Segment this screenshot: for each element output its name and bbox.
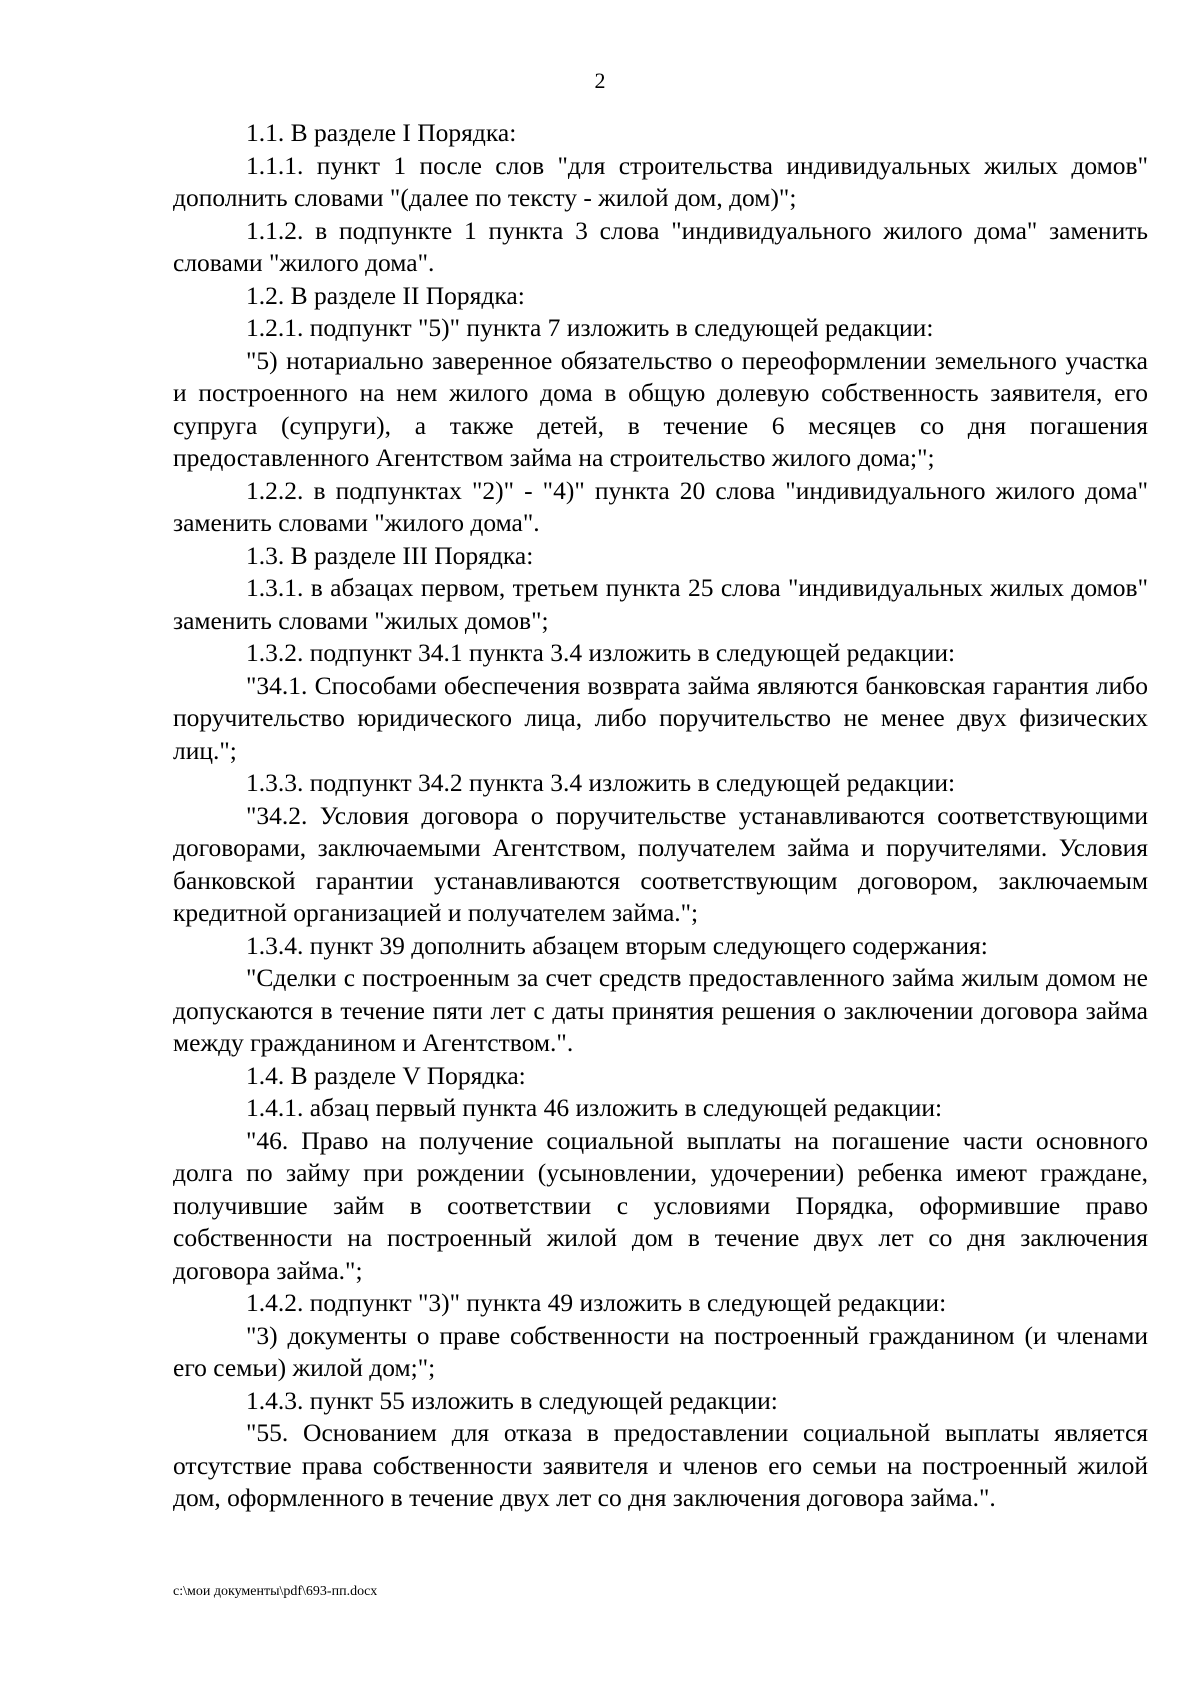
paragraph-1-4-1: 1.4.1. абзац первый пункта 46 изложить в следующей редакции: [246,1093,943,1122]
paragraph-1-3-4: 1.3.4. пункт 39 дополнить абзацем вторым следующего содержания: [246,930,988,960]
quote-46: "46. Право на получение социальной выплаты на погашение части основного долга по займу при рождении (усыновлении, удочерении) ребенка имеют граждане, получившие займ в соответствии с условиями Порядка, оформившие право собственности на построенный жилой дом в течение двух лет со дня заключения договора займа."; [173,1125,1148,1285]
page-number: 2 [594,68,606,93]
paragraph-1-4-3: 1.4.3. пункт 55 изложить в следующей редакции: [246,1385,778,1415]
paragraph-1-3-2: 1.3.2. подпункт 34.1 пункта 3.4 изложить в следующей редакции: [246,638,956,667]
paragraph-1-2-1: 1.2.1. подпункт "5)" пункта 7 изложить в следующей редакции: [246,313,934,342]
quote-34-2: "34.2. Условия договора о поручительстве устанавливаются соответствующими договорами, заключаемыми Агентством, получателем займа и поручителями. Условия банковской гарантии устанавливаются соответствующим договором, заключаемым кредитной организацией и получателем займа."; [173,800,1148,927]
paragraph-1-2: 1.2. В разделе II Порядка: [246,280,525,310]
paragraph-1-3-1: 1.3.1. в абзацах первом, третьем пункта 25 слова "индивидуальных жилых домов" заменить словами "жилых домов"; [173,573,1148,635]
footer-file-path: c:\мои документы\pdf\693-пп.docx [173,1584,378,1599]
paragraph-1-1-2: 1.1.2. в подпункте 1 пункта 3 слова "индивидуального жилого дома" заменить словами "жилого дома". [173,215,1148,277]
quote-point-39: "Сделки с построенным за счет средств предоставленного займа жилым домом не допускаются в течение пяти лет с даты принятия решения о заключении договора займа между гражданином и Агентством.". [173,963,1148,1057]
paragraph-1-3: 1.3. В разделе III Порядка: [246,540,534,570]
quote-55: "55. Основанием для отказа в предоставлении социальной выплаты является отсутствие права собственности заявителя и членов его семьи на построенный жилой дом, оформленного в течение двух лет со дня заключения договора займа.". [173,1418,1148,1512]
quote-subpoint-5: "5) нотариально заверенное обязательство о переоформлении земельного участка и построенного на нем жилого дома в общую долевую собственность заявителя, его супруга (супруги), а также детей, в течение 6 месяцев со дня погашения предоставленного Агентством займа на строительство жилого дома;"; [173,345,1148,472]
paragraph-1-1: 1.1. В разделе I Порядка: [246,118,517,147]
quote-subpoint-3: "3) документы о праве собственности на построенный гражданином (и членами его семьи) жилой дом;"; [173,1320,1148,1382]
paragraph-1-4-2: 1.4.2. подпункт "3)" пункта 49 изложить в следующей редакции: [246,1288,947,1317]
paragraph-1-4: 1.4. В разделе V Порядка: [246,1060,526,1090]
paragraph-1-3-3: 1.3.3. подпункт 34.2 пункта 3.4 изложить в следующей редакции: [246,768,956,797]
document-body [173,117,1148,1515]
paragraph-1-1-1: 1.1.1. пункт 1 после слов "для строительства индивидуальных жилых домов" дополнить словами "(далее по тексту - жилой дом, дом)"; [173,150,1148,212]
quote-34-1: "34.1. Способами обеспечения возврата займа являются банковская гарантия либо поручительство юридического лица, либо поручительство не менее двух физических лиц."; [173,670,1148,765]
paragraph-1-2-2: 1.2.2. в подпунктах "2)" - "4)" пункта 20 слова "индивидуального жилого дома" заменить словами "жилого дома". [173,475,1148,537]
